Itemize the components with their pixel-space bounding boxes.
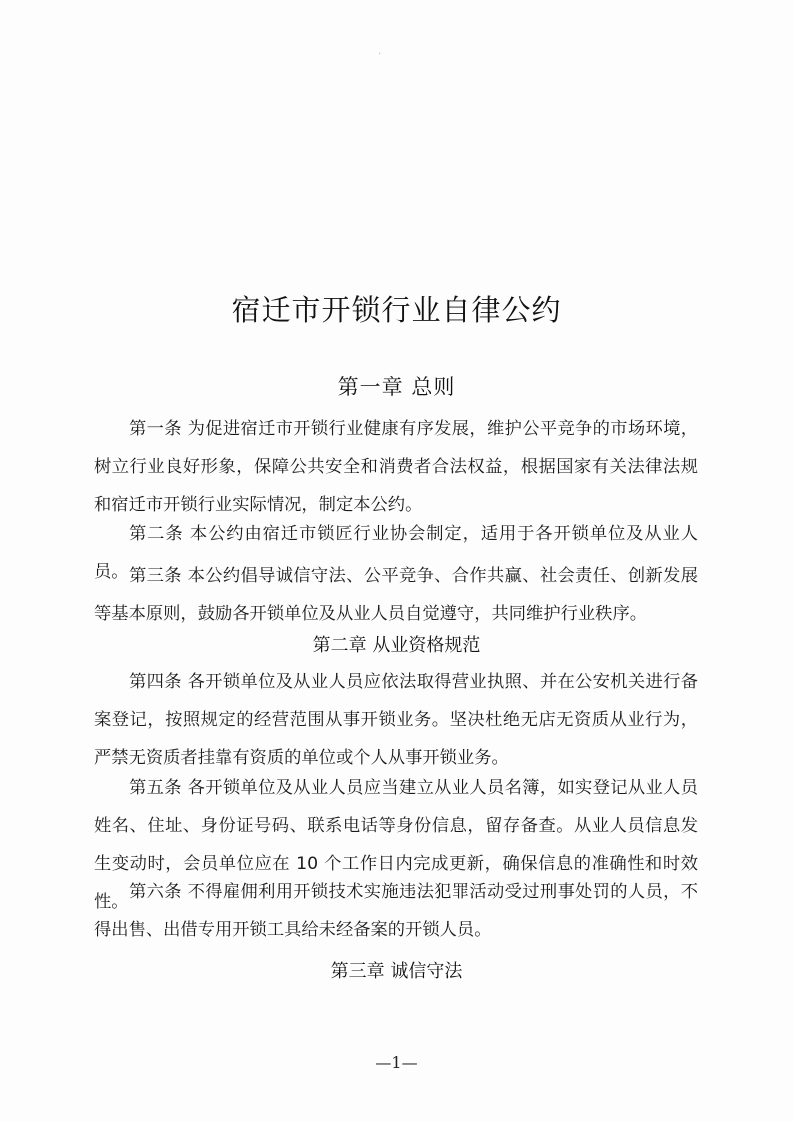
chapter-1-heading: 第一章 总则 (337, 375, 456, 399)
scan-speck: ' (379, 52, 381, 59)
document-title: 宿迁市开锁行业自律公约 (231, 293, 562, 327)
article-5: 第五条 各开锁单位及从业人员应当建立从业人员名簿，如实登记从业人员姓名、住址、身份证号码、联系电话等身份信息，留存备查。从业人员信息发生变动时，会员单位应在 10 个工作日内完成更新，确保信息的准确性和时效性。 (94, 778, 698, 912)
article-3: 第三条 本公约倡导诚信守法、公平竞争、合作共赢、社会责任、创新发展等基本原则，鼓励各开锁单位及从业人员自觉遵守，共同维护行业秩序。 (94, 566, 698, 624)
article-2: 第二条 本公约由宿迁市锁匠行业协会制定，适用于各开锁单位及从业人员。 (94, 524, 698, 582)
article-4: 第四条 各开锁单位及从业人员应依法取得营业执照、并在公安机关进行备案登记，按照规定的经营范围从事开锁业务。坚决杜绝无店无资质从业行为，严禁无资质者挂靠有资质的单位或个人从事开锁业务。 (94, 672, 698, 768)
article-6: 第六条 不得雇佣利用开锁技术实施违法犯罪活动受过刑事处罚的人员，不得出售、出借专用开锁工具给未经备案的开锁人员。 (94, 882, 698, 940)
page-number: —1— (375, 1053, 418, 1072)
article-1: 第一条 为促进宿迁市开锁行业健康有序发展，维护公平竞争的市场环境，树立行业良好形象，保障公共安全和消费者合法权益，根据国家有关法律法规和宿迁市开锁行业实际情况，制定本公约。 (94, 419, 698, 515)
chapter-3-heading: 第三章 诚信守法 (330, 961, 463, 982)
chapter-2-heading: 第二章 从业资格规范 (312, 635, 481, 656)
